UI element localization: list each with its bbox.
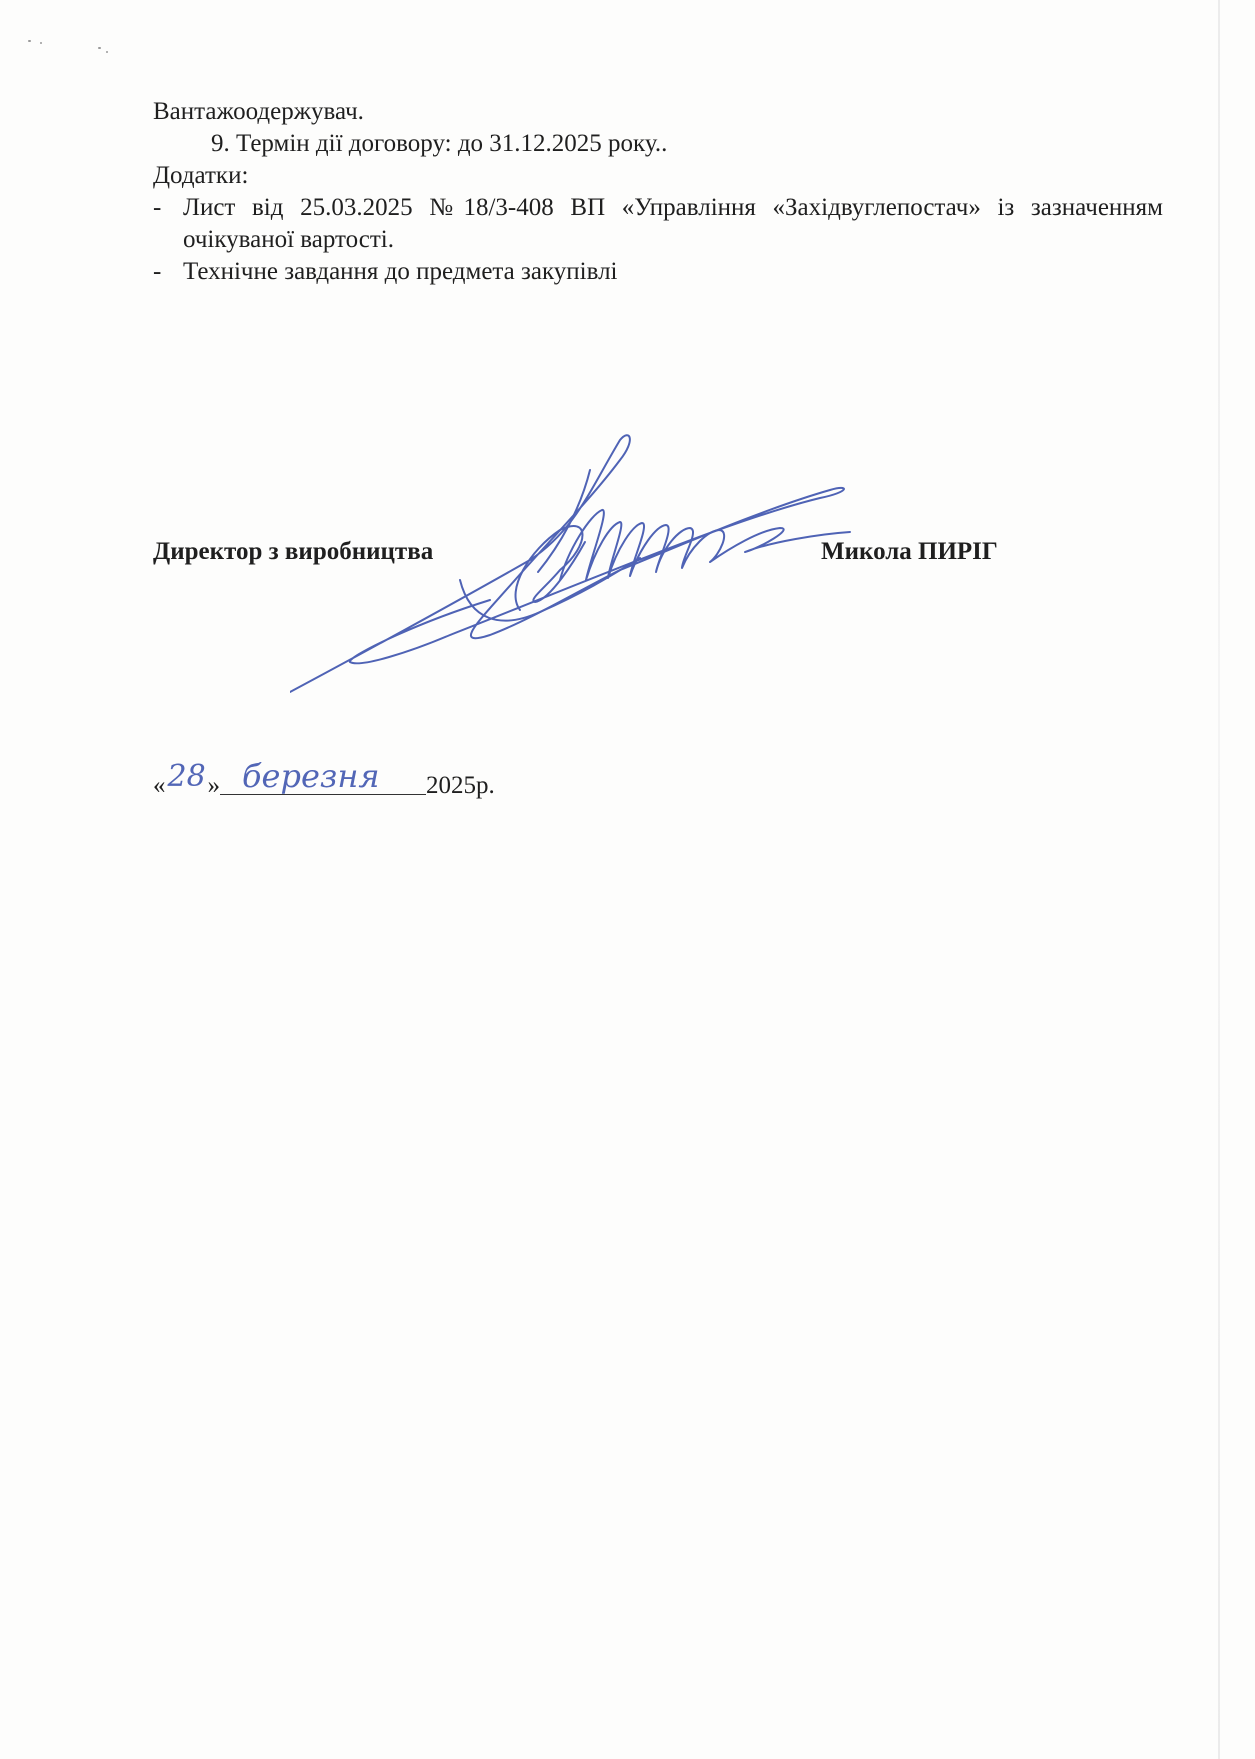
handwritten-signature [290, 430, 930, 710]
signatory-position: Директор з виробництва [153, 538, 434, 565]
scan-edge [1218, 0, 1220, 1759]
scan-speck [28, 40, 31, 42]
contract-term-line: 9. Термін дії договору: до 31.12.2025 року.. [211, 130, 668, 157]
date-close-quote: » [207, 772, 220, 799]
day-blank [166, 759, 208, 795]
handwritten-day: 28 [167, 759, 206, 794]
date-open-quote: « [153, 772, 166, 799]
attachment-item [153, 192, 1163, 256]
attachment-text: Технічне завдання до предмета закупівлі [183, 258, 618, 285]
list-dash: - [153, 258, 162, 285]
date-year: 2025р. [426, 772, 495, 799]
attachments-heading: Додатки: [153, 162, 249, 189]
document-body [153, 96, 1163, 288]
month-blank [220, 757, 426, 795]
date-line [153, 757, 495, 802]
attachments-list [153, 192, 1163, 288]
list-dash: - [153, 194, 162, 221]
consignee-line: Вантажоодержувач. [153, 98, 364, 125]
scan-speck [106, 51, 108, 53]
attachment-item [153, 256, 1163, 288]
scan-speck [98, 47, 101, 49]
scan-speck [40, 42, 42, 44]
handwritten-month: березня [242, 757, 380, 795]
attachment-text: Лист від 25.03.2025 №18/3-408 ВП «Управління «Західвуглепостач» із зазначенням очікуваної вартості. [183, 194, 1163, 253]
signatory-name: Микола ПИРІГ [821, 538, 998, 565]
